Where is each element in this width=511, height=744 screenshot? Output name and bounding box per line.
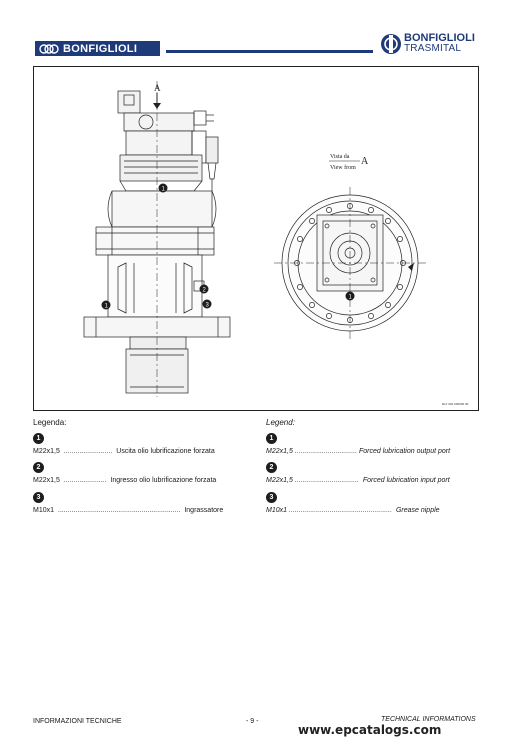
legend-it-title: Legenda: <box>33 418 67 427</box>
front-badge-1 <box>346 292 355 301</box>
header-brand-right-sub: TRASMITAL <box>404 43 462 54</box>
legend-en-row-1: M22x1,5 ................................ Forced lubrication output port <box>266 448 451 455</box>
header-logo-right <box>378 32 482 56</box>
svg-text:3: 3 <box>205 302 209 309</box>
legend-it-row-1: M22x1,5 ......................... Uscita olio lubrificazione forzata <box>33 448 215 455</box>
header-logo-bar <box>35 41 160 56</box>
header-rule <box>166 50 373 53</box>
legend-it-row-3: M10x1 ............................................................... Ingrassatore <box>33 507 224 514</box>
svg-text:1: 1 <box>348 294 352 301</box>
legend-it-badge-1: 1 <box>33 433 44 444</box>
header-brand-left: BONFIGLIOLI <box>63 42 138 55</box>
legend-it-row-2: M22x1,5 ...................... Ingresso olio lubrificazione forzata <box>33 477 217 484</box>
legend-it-text-3: Ingrassatore <box>184 507 224 514</box>
footer-right: TECHNICAL INFORMATIONS <box>381 716 476 723</box>
legend-it-text-2: Ingresso olio lubrificazione forzata <box>110 477 217 484</box>
technical-drawing-frame <box>33 66 479 411</box>
side-badge-3 <box>203 300 212 309</box>
footer-left: INFORMAZIONI TECNICHE <box>33 718 122 725</box>
legend-en-text-1: Forced lubrication output port <box>359 448 451 455</box>
side-badge-1-left <box>102 301 111 310</box>
legend-en-row-3: M10x1 ..................................................... Grease nipple <box>266 507 440 514</box>
legend-en-text-3: Grease nipple <box>395 507 440 514</box>
legend-en-text-2: Forced lubrication input port <box>362 477 450 484</box>
legend-en-code-3: M10x1 <box>266 507 288 514</box>
svg-text:1: 1 <box>161 186 165 193</box>
side-badge-1-top <box>159 184 168 193</box>
footer-watermark-link[interactable]: www.epcatalogs.com <box>298 723 442 737</box>
legend-it-code-1: M22x1,5 <box>33 448 60 455</box>
arrow-a-label: A <box>154 83 161 93</box>
header-brand-right: BONFIGLIOLI <box>404 32 475 44</box>
view-label-en: View from <box>330 165 356 171</box>
legend-en-code-1: M22x1,5 <box>266 448 293 455</box>
legend-it-code-3: M10x1 <box>33 507 55 514</box>
legend-en-badge-3: 3 <box>266 492 277 503</box>
svg-text:1: 1 <box>104 303 108 310</box>
drawing-code: Ref: 002 000000 00 <box>442 402 469 406</box>
legend-it-text-1: Uscita olio lubrificazione forzata <box>116 448 215 455</box>
view-label-it: Vista da <box>330 154 350 160</box>
legend-it-badge-3: 3 <box>33 492 44 503</box>
arrow-a <box>153 83 161 109</box>
gearbox-drawing <box>34 67 478 410</box>
trasmital-logo-icon <box>380 33 402 55</box>
svg-text:2: 2 <box>202 287 206 294</box>
footer-page-number: - 9 - <box>246 718 259 725</box>
legend-en-row-2: M22x1,5 ................................. Forced lubrication input port <box>266 477 450 484</box>
legend-en-badge-2: 2 <box>266 462 277 473</box>
side-badge-2 <box>200 285 209 294</box>
legend-it-badge-2: 2 <box>33 462 44 473</box>
legend-en-code-2: M22x1,5 <box>266 477 293 484</box>
legend-en-title: Legend: <box>266 418 295 427</box>
front-view <box>274 187 426 339</box>
legend-en-badge-1: 1 <box>266 433 277 444</box>
legend-it-code-2: M22x1,5 <box>33 477 60 484</box>
bonfiglioli-logo-icon <box>35 41 63 56</box>
view-letter: A <box>361 156 369 167</box>
